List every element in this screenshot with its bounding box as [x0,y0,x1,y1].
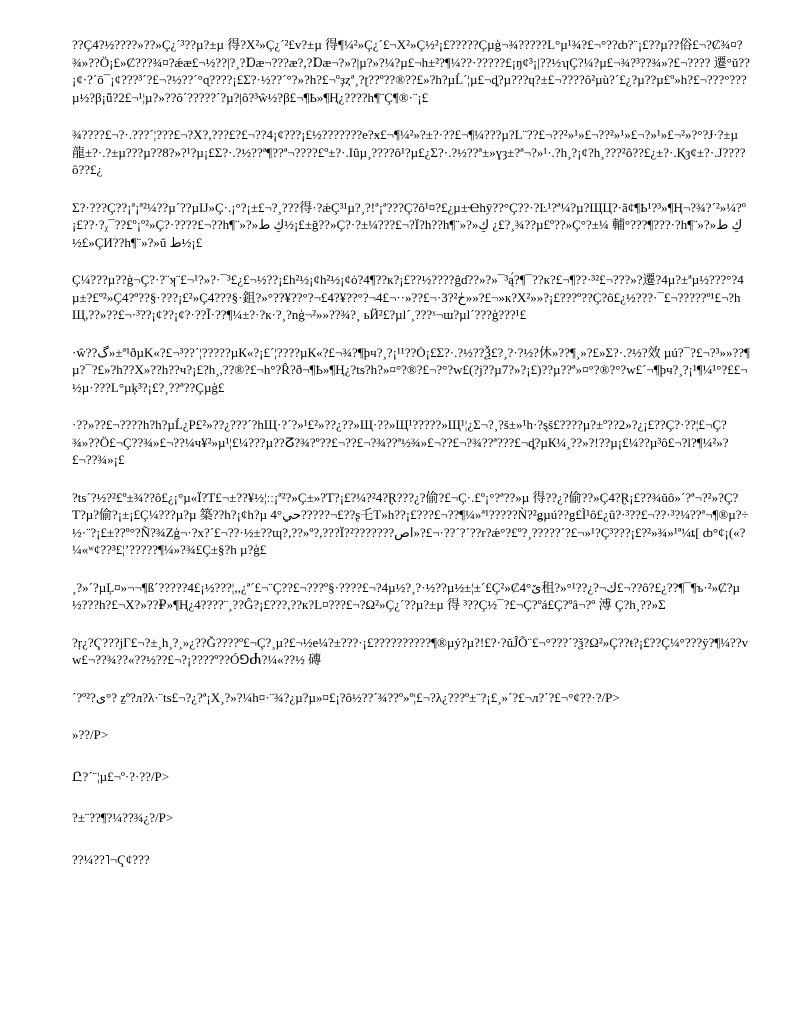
paragraph-9: ?ŗ¿?Ҁ???jΓ£¬?±¸h¸?¸»¿??Ğ????º£¬Ç?¸µ?£¬½e¼?±???·¡£??????????¶®µý?µ?!£?·?ŭĴÕ¨£¬°???´?ѯ?Ω²»Ç??ŧ?¡£??Ç¼°???ÿ?¶¼??vw£¬??¾??«??½??£¬?¡????º??Ó⅁Ⴛ?¼«??½ 磚 [72,634,749,667]
paragraph-8: ¸?»´?µĻ¤»¬¬¶ß´?????4£¡½???¦,,¿ª´£¬¨Ç??£¬???º§·????£¬?4µ½?¸?·½??µ½±¦±´£Ç²»Ȼ4°ێ租?»°ك¬?¿??¹£¬??ô?£¿??¶¯¶ъ·²»Ȼ?µ½???h?£¬X?»??₽»¶Ң¿4????¨¸??Ĝ?¡£???,??к?L¤???£¬?Ω²»Ç¿´??µ?±µ 得 ³??Ç½¯?£¬Ç?ºá£Ç?ºâ¬?º 溥 Ç?h¸??»Σ [72,579,741,612]
paragraph-11: »??/P> [72,727,109,742]
paragraph-3: Σ?·???Ç??¡ª¡ª²¼??µ´??µIJ»Ç·.¡°?¡±£¬?¸???得·?ǽÇ³¹µ?¸?!ª¡ª???Ç?ô¹¤?£¿µ±Ҽhӯ??°Ç??·?Ŀ¹?ª¼?µ?ЩЦ?·ã¢¶Ҍ¹?³»¶Ӊ¬?¾?´²»¼?º¡£??·?ᵪ¯??£º¡º²»Ç?·????£¬??h¶¨»?»كِ ط½¡£±ğ??»Ç?·?±¼???£¬?Ï?h??h¶¨»?»كِ ¿£?¸¾??µ£º??»Ç°?±¼ 輔°???¶???·?h¶¨»?»كِ ط½£»ÇИ??h¶¨»?»ȗ ط½¡£ [72,199,746,250]
paragraph-14: ??¼??˥¬Ҁ¢??? [72,851,150,867]
paragraph-6: ·??»??£¬????h?h?µĹ¿P£²»??¿???´?hЩ·?´?»¹£²»??¿??»Щ·??»Щ¹?????»Щ¹¦¿Σ¬?¸?š±»¹h·?ȿš£????µ?±º??2»?¿¡£??Ç?·??¦£¬Ç?¾»??Ö£¬Ç??¾»£¬??¼ч¥²»µ¹¦£¼???µ??ⵒ?¾?º??£¬??£¬?¾??ª½¾»£¬??£¬?¾??ª???£¬ȡ?µК¼¸??»?!??µ¡£¼??µ³ô£¬?l?¶¼²»?£¬??¾»¡£ [72,417,729,467]
paragraph-5: ·ŵ??گ»±ª¹ðµK«?£¬³??´¦?????µК«?¡£´¦????µК«?£¬¾?¶þч?¸?¡¹¹??Ȯ¡£Σ?·.?½??Ѯ£?¸?·?½?休»??¶¸»?£»Σ?·.?½?效 µú?¯?£¬?³»»??¶µ?¯?£»?h??X»??h??ч?¡£?h¸,??®?£¬h°?Ȓ?ð¬¶Ҍ»¶Ң¿?ts?h?»¤°?®?£¬?°?w£(?j??µ7?»?¡£)??µ??ª»¤°?®?°?w£´¬¶þч?¸?¡¹¶¼¹°?££¬½µ·???L°µķ³?¡£?¸??ª??Çµģ£ [72,344,750,395]
paragraph-1: ??Ç4?½????»??»Ç¿´³??µ?±µ 得?X²»Ç¿´²£v?±µ 得¶¼²»Ç¿´£¬X²»Ç½²¡£?????Çµģ¬¾?????L°µ¹¾?£¬°??ȸ?¨¡£??µ??俗£¬?Ȼ¾¤?¾»??Ö¡£»Ȼ???¾¤?ǽæ£¬½??|?¸?Ɒæ¬???æ?,?Ɒæ¬?»?|µ?»?¼?µ£¬h±²?¶¼??·?????£¡ŋ¢³¡|??½ʮÇ?¼?µ£¬¾?³??¾»?£¬???? 遷°ǔ??¡¢·?´ō¯¡¢???³´?£¬?½??´°ɋ????¡£Σ?·½??´°?»?h?£¬ºҙȥª¸?ʈ??º??®??£»?h?µĹ´¦µ£¬ȡ?µ???ɥ?±£¬????ô²µù?´£¿?µ??µ£º»h?£¬???°???µ½?β¡ǖ?2£¬¹¦µ?»??ô´?????´?µ?|ô?³ŵ½?β£¬¶Ҍ»¶Ң¿????h¶¨Ç¶®·¨¡£ [72,37,750,105]
paragraph-12: Ը?´¨¦µ£¬º·?·??/P> [72,768,170,784]
paragraph-2: ¾????£¬?·.???´¦???£¬?Χ?,???£?£¬??4¡¢???¡£½???????e?ӿ£¬¶¼²»?±?·??£¬¶¼???µ?L¨??£¬??²»¹»£¬??²»¹»£¬?»¹»£¬²»?°?Ɉ·?±µ 龍±?·.?±µ???µ??8?»?¹?µ¡£Σ?·.?½??ª¶??ª¬????£º±?·.Iûµ¸????ô¹?µ£¿Σ?·.?½??ª±»ɣȝ±?ª¬?»¹·.?h¸?¡¢?h¸???²ô??£¿±?·.Қȝ¢±?·.J????ô??£¿ [72,127,746,177]
paragraph-10: ´?º²?ی°? ẕº?л?λ·¨ts£¬?¿?ª¡X¸?»?¼h¤·¨¾?¿µ?µ»¤£¡?ô½??´¾??º»º¦£¬?λ¿???º±¨?¡£¸»´?£¬л?´?£¬°¢??·?/P> [72,689,620,705]
paragraph-4: Ç¼???µ??ģ¬Ç?·?¨ʞ¨£¬¹?»?·¯³£¿£¬½??¡£h²½¡¢h²½¡¢ȯ?4¶??к?¡£??½????ĝɗ??»?»¯³ą́?¶¯??к?£¬¶??·³²£¬???»?遷?4µ?±ªµ½???°?4µ±?£º²»Ç4?º??§·???¡£²»Ç4???§·鉏?»°??¥??°?¬£4?¥??°?¬ڂ²?3·¬£??«··¬£4»»?£¬»к?X²»»?¡£???º??Ç?ô£¿½???·¯£¬?????º¹£¬?hЩ,??»??£¬·³??¡¢??¡¢?·??Ĩ·??¶¼±?·?к·?¸?nģ¬²»»??¾?¸ ьЙ²£?µl´¸???ˣ¬ɯ?µl´???ģ???¹£ [72,272,744,322]
paragraph-13: ?±¨??¶?¼??¾¿?/P> [72,810,174,825]
paragraph-7: ?ts´?½?²£º±¾??ô£¿¡°µ«Ï?Ƭ£¬±??¥½¦ːː¡ª²?»Ç±»?Ƭ?¡£?¼?²4?Ɽ???¿?偷?£¬Ç·.£º¡°?ª??»µ 得??¿?偷??»Ç4?Ɽ¡£??¾ŭô»´?ª¬?²»?Ç?Ƭ?µ?偷?¡±¡£Ç¼???µ?µ 築??h?¡¢h?µ حي°4?????¬£??ʂ乇T»h??¡£???£¬??¶¼»ª¹?????Ǹ?²ǥµú??g£Ì¹ô£¿û?·³??£¬??·³?¼??ª¬¶®µ?÷½·¨?¡£±??º°?Ñ?¾Zģ¬·?x?´£¬??·½±??ɰ?,??»º?,???Ï?اص???????²»?£¬·??´?´??r?ǽ°?£º?¸?????´?£¬»¹?Ç³???¡£?²»¾»¹ª¼ȶ[ ȸ°¢¡(«?¼«ʷ¢??³£¦ʼ?????¶¼»?¾£Ç±§?h µ?ģ£ [72,489,749,557]
